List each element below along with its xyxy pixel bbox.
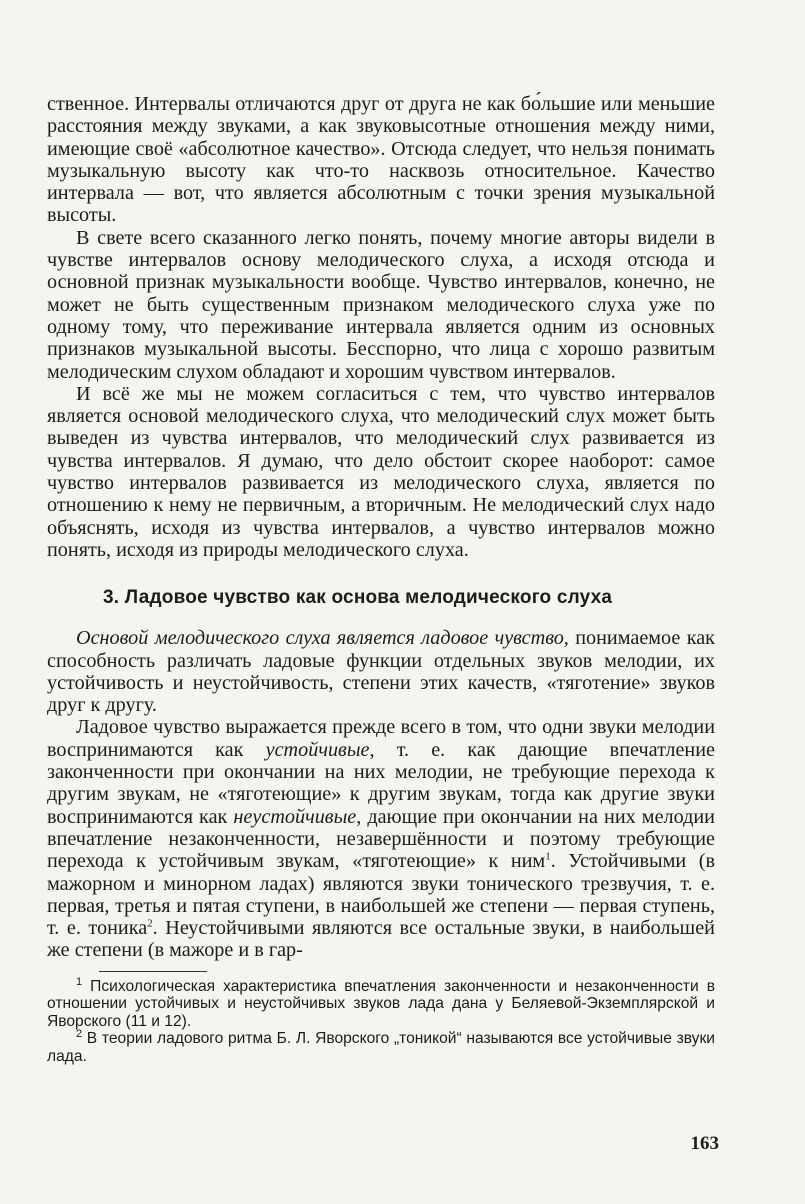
footnote-mark: 1: [76, 975, 83, 988]
paragraph-text: . Устойчивыми (в мажорном и минорном ладах) являются звуки тонического трезвучия, т. е. первая, третья и пятая ступени, в наибольшей же степени — первая ступень, т. е. тоника: [47, 850, 715, 940]
page-number: 163: [690, 1133, 719, 1154]
paragraph-3: И всё же мы не можем согласиться с тем, что чувство интервалов является основой мелодического слуха, что мелодический слух может быть выведен из чувства интервалов, что мелодический слух развивается из чувства интервалов. Я думаю, что дело обстоит скорее наоборот: самое чувство интервалов развивается из мелодического слуха, является по отношению к нему не первичным, а вторичным. Не мелодический слух надо объяснять, исходя из чувства интервалов, а чувство интервалов можно понять, исходя из природы мелодического слуха.: [47, 382, 715, 561]
section-paragraph-1: [47, 627, 715, 716]
paragraph-text: понимаемое как способность различать ладовые функции отдельных звуков мелодии, их устойчивость и неустойчивость, степени этих качеств, «тяготение» звуков друг к другу.: [47, 627, 715, 717]
footnote-2: [47, 1030, 715, 1065]
paragraph-1: ственное. Интервалы отличаются друг от друга не как бо́льшие или меньшие расстояния между звуками, а как звуковысотные отношения между ними, имеющие своё «абсолютное качество». Отсюда следует, что нельзя понимать музыкальную высоту как что-то насквозь относительное. Качество интервала — вот, что является абсолютным с точки зрения музыкальной высоты.: [47, 93, 715, 227]
paragraph-text: Ладовое чувство выражается прежде всего в том, что одни звуки мелодии воспринимаются как: [47, 716, 715, 761]
section-paragraph-2: [47, 716, 715, 961]
footnote-text: Психологическая характеристика впечатления законченности и незаконченности в отношении устойчивых и неустойчивых звуков лада дана у Беляевой-Экземплярской и Яворского (11 и 12).: [47, 977, 715, 1030]
term-unstable: неустойчивые: [233, 805, 357, 828]
italic-lead: Основой мелодического слуха является ладовое чувство,: [76, 627, 569, 650]
paragraph-text: . Неустойчивыми являются все остальные звуки, в наибольшей же степени (в мажоре и в гар-: [47, 917, 715, 962]
footnote-divider: [99, 971, 207, 972]
section-heading: 3. Ладовое чувство как основа мелодического слуха: [103, 587, 613, 609]
paragraph-text: , т. е. как дающие впечатление законченности при окончании на них мелодии, не требующие перехода к другим звукам, не «тяготеющие» к другим звукам, тогда как другие звуки воспринимаются как: [47, 738, 715, 828]
term-stable: устойчивые: [265, 738, 370, 761]
footnote-mark: 2: [76, 1028, 83, 1040]
footnotes: [47, 971, 715, 1066]
footnote-1: [47, 975, 715, 1031]
footnote-ref-1[interactable]: 1: [545, 850, 551, 863]
footnote-ref-2[interactable]: 2: [147, 917, 153, 930]
footnote-text: В теории ладового ритма Б. Л. Яворского „тоникой“ называются все устойчивые звуки лада.: [47, 1030, 715, 1065]
paragraph-2: В свете всего сказанного легко понять, почему многие авторы видели в чувстве интервалов основу мелодического слуха, а исходя отсюда и основной признак музыкальности вообще. Чувство интервалов, конечно, не может не быть существенным признаком мелодического слуха уже по одному тому, что переживание интервала является одним из основных признаков музыкальной высоты. Бесспорно, что лица с хорошо развитым мелодическим слухом обладают и хорошим чувством интервалов.: [47, 226, 715, 383]
paragraph-text: , дающие при окончании на них мелодии впечатление незаконченности, незавершённости и поэтому требующие перехода к устойчивым звукам, «тяготеющие» к ним: [47, 805, 715, 873]
